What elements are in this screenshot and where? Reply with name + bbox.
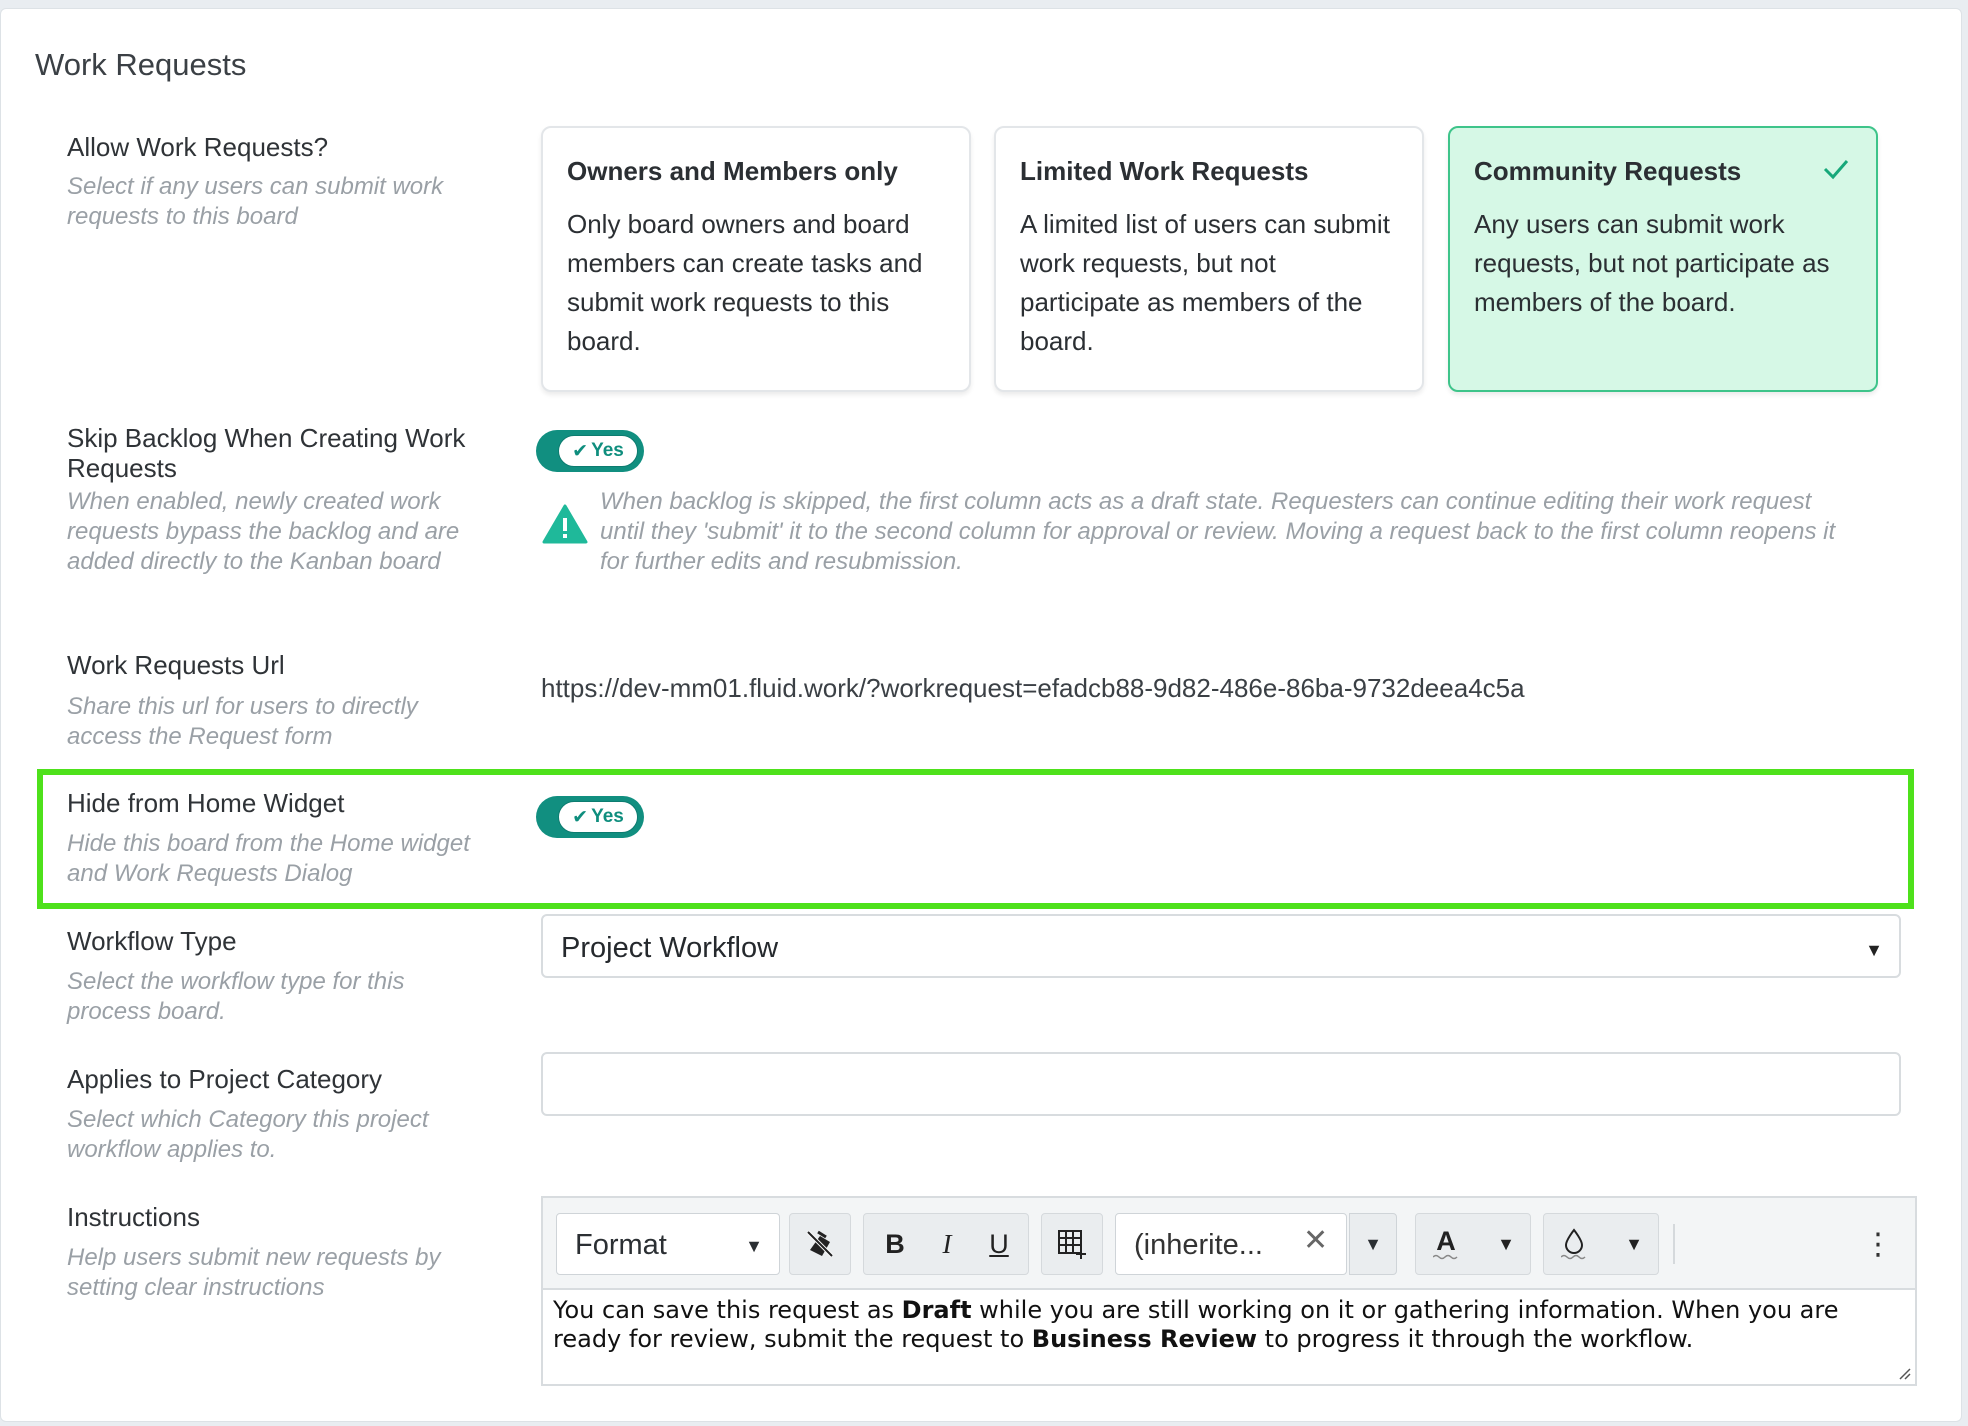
option-community-requests[interactable]: [1448, 126, 1878, 392]
checkmark-icon: [1822, 156, 1850, 188]
instructions-editor[interactable]: [541, 1196, 1917, 1386]
category-help: Select which Category this project workflow applies to.: [67, 1106, 429, 1163]
content-text: while you are still working on it or gathering information. When you are ready for review, submit the request to: [553, 1296, 1839, 1353]
table-group: [1041, 1213, 1103, 1275]
option-description: Only board owners and board members can create tasks and submit work requests to this board.: [567, 209, 923, 356]
instructions-help: Help users submit new requests by setting clear instructions: [67, 1244, 441, 1301]
toggle-label: Yes: [591, 806, 624, 827]
allow-requests-help: Select if any users can submit work requests to this board: [67, 173, 444, 230]
work-request-url[interactable]: https://dev-mm01.fluid.work/?workrequest=efadcb88-9d82-486e-86ba-9732deea4c5a: [541, 673, 1525, 703]
editor-toolbar: [543, 1198, 1915, 1290]
category-select[interactable]: [541, 1052, 1901, 1116]
text-color-icon[interactable]: [1416, 1214, 1476, 1274]
category-label: Applies to Project Category: [67, 1064, 383, 1094]
toggle-knob: [558, 801, 638, 833]
chevron-down-icon[interactable]: ▼: [1497, 1233, 1515, 1254]
skip-backlog-toggle[interactable]: [536, 430, 644, 472]
workflow-type-select[interactable]: [541, 914, 1901, 978]
url-label: Work Requests Url: [67, 650, 285, 680]
section-title: Work Requests: [35, 47, 247, 82]
workflow-type-label: Workflow Type: [67, 926, 237, 956]
workflow-type-help: Select the workflow type for this process board.: [67, 968, 405, 1025]
option-title: Limited Work Requests: [1020, 156, 1309, 186]
option-title: Community Requests: [1474, 156, 1742, 186]
toolbar-divider: [1673, 1224, 1675, 1264]
italic-button[interactable]: I: [942, 1228, 952, 1259]
hide-home-label: Hide from Home Widget: [67, 788, 345, 818]
content-bold-text: Business Review: [1031, 1325, 1258, 1353]
content-text: to progress it through the workflow.: [1257, 1325, 1694, 1353]
bold-button[interactable]: B: [885, 1228, 905, 1259]
background-color-icon[interactable]: [1544, 1214, 1604, 1274]
toggle-label: Yes: [591, 440, 624, 461]
text-style-group: [863, 1213, 1029, 1275]
content-bold-text: Draft: [901, 1296, 972, 1324]
close-icon[interactable]: ✕: [1303, 1224, 1329, 1257]
background-color-group: [1543, 1213, 1659, 1275]
instructions-label: Instructions: [67, 1202, 200, 1232]
toggle-knob: [558, 435, 638, 467]
warning-triangle-icon: [542, 503, 588, 545]
font-dropdown-button[interactable]: ▼: [1349, 1213, 1397, 1275]
text-color-group: [1415, 1213, 1531, 1275]
check-icon: ✔: [572, 806, 589, 828]
workflow-type-value: Project Workflow: [561, 932, 779, 964]
caret-down-icon: ▼: [1865, 940, 1883, 960]
url-help: Share this url for users to directly access the Request form: [67, 693, 418, 750]
option-description: A limited list of users can submit work requests, but not participate as members of the board.: [1020, 209, 1390, 356]
content-text: You can save this request as: [553, 1296, 902, 1324]
option-owners-members[interactable]: [541, 126, 971, 392]
hide-home-help: Hide this board from the Home widget and Work Requests Dialog: [67, 830, 470, 887]
option-limited-requests[interactable]: [994, 126, 1424, 392]
hide-home-toggle[interactable]: [536, 796, 644, 838]
format-select[interactable]: [556, 1213, 780, 1275]
skip-backlog-label: Skip Backlog When Creating Work Requests: [67, 423, 466, 483]
font-select-value: (inherite...: [1134, 1229, 1263, 1261]
chevron-down-icon[interactable]: ▼: [1625, 1233, 1643, 1254]
clear-format-icon[interactable]: [790, 1214, 850, 1274]
editor-content[interactable]: [553, 1296, 1903, 1354]
clear-format-group: [789, 1213, 851, 1275]
option-title: Owners and Members only: [567, 156, 898, 186]
table-icon[interactable]: [1042, 1214, 1102, 1274]
resize-handle-icon[interactable]: [1897, 1366, 1911, 1380]
caret-down-icon: ▼: [745, 1236, 763, 1256]
format-select-value: Format: [575, 1229, 667, 1261]
more-options-icon[interactable]: ⋮: [1863, 1227, 1893, 1261]
skip-backlog-warning: When backlog is skipped, the first column acts as a draft state. Requesters can continue editing their work request until they 'submit' it to the second column for approval or review. Moving a request back to the first column reopens it for further edits and resubmission.: [600, 488, 1836, 575]
skip-backlog-help: When enabled, newly created work requests bypass the backlog and are added directly to the Kanban board: [67, 488, 460, 575]
settings-panel: [0, 8, 1962, 1422]
option-description: Any users can submit work requests, but not participate as members of the board.: [1474, 209, 1830, 317]
check-icon: ✔: [572, 440, 589, 462]
text-color-letter: A: [1436, 1226, 1456, 1256]
underline-button[interactable]: U: [989, 1228, 1009, 1259]
allow-requests-label: Allow Work Requests?: [67, 132, 329, 162]
